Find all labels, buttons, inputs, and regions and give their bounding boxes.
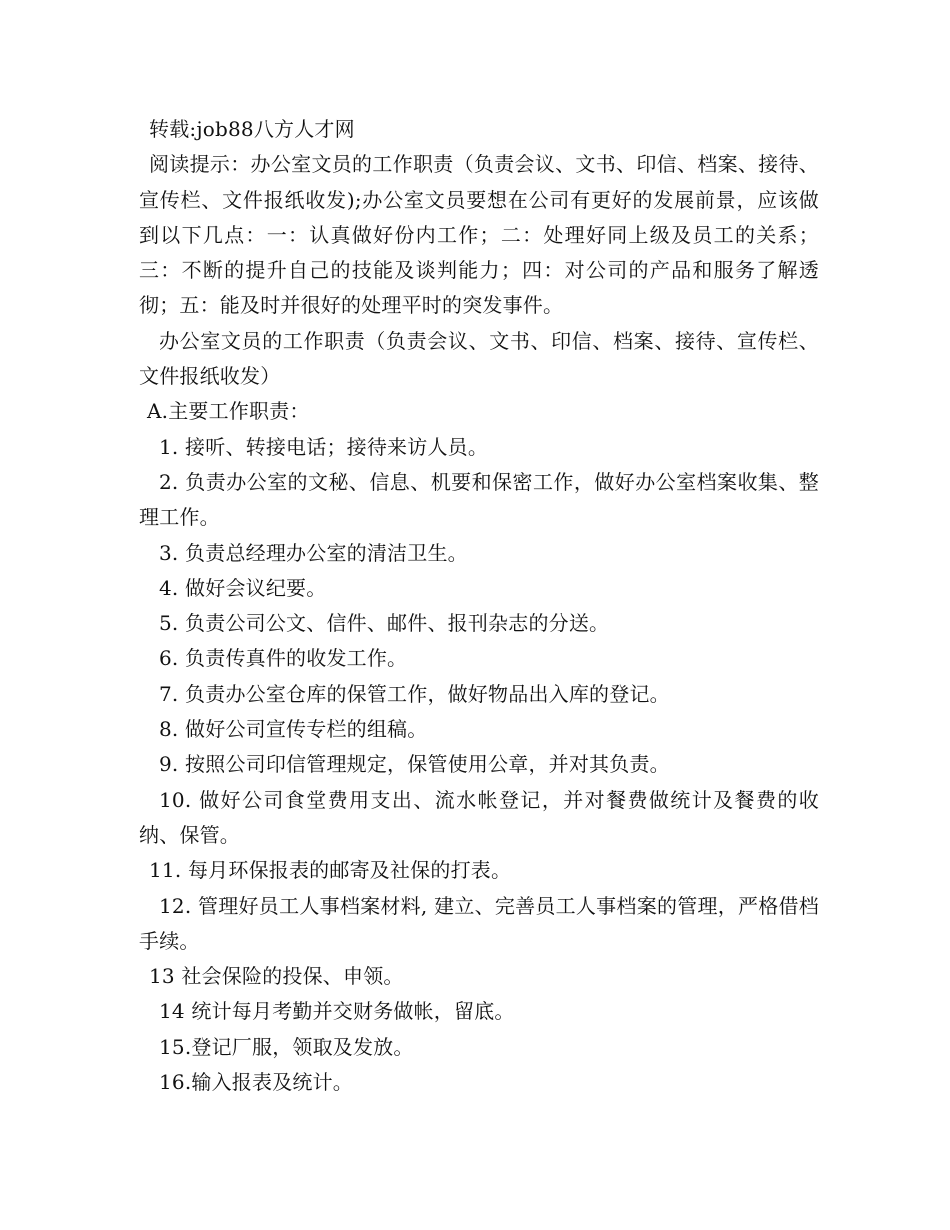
document-body	[139, 112, 819, 1100]
list-item: 14 统计每月考勤并交财务做帐，留底。	[159, 999, 515, 1024]
list-item: 1. 接听、转接电话；接待来访人员。	[159, 434, 489, 459]
list-item: 16.输入报表及统计。	[159, 1070, 354, 1095]
section-title: 办公室文员的工作职责（负责会议、文书、印信、档案、接待、宣传栏、文件报纸收发）	[139, 328, 819, 389]
reading-tip-paragraph: 阅读提示：办公室文员的工作职责（负责会议、文书、印信、档案、接待、宣传栏、文件报纸收发);办公室文员要想在公司有更好的发展前景，应该做到以下几点：一：认真做好份内工作；二：处理好同上级及员工的关系；三：不断的提升自己的技能及谈判能力；四：对公司的产品和服务了解透彻；五：能及时并很好的处理平时的突发事件。	[139, 152, 819, 318]
list-item: 4. 做好会议纪要。	[159, 575, 327, 600]
list-item: 9. 按照公司印信管理规定，保管使用公章，并对其负责。	[159, 752, 670, 777]
list-item: 7. 负责办公室仓库的保管工作，做好物品出入库的登记。	[159, 681, 670, 706]
list-item: 11. 每月环保报表的邮寄及社保的打表。	[149, 858, 512, 883]
source-line: 转载:job88八方人才网	[149, 117, 355, 141]
list-item: 5. 负责公司公文、信件、邮件、报刊杂志的分送。	[159, 611, 610, 636]
list-item: 13 社会保险的投保、申领。	[149, 964, 404, 989]
list-item: 3. 负责总经理办公室的清洁卫生。	[159, 540, 468, 565]
list-item: 12. 管理好员工人事档案材料, 建立、完善员工人事档案的管理，严格借档手续。	[139, 893, 819, 953]
list-item: 8. 做好公司宣传专栏的组稿。	[159, 717, 428, 742]
list-item: 6. 负责传真件的收发工作。	[159, 646, 408, 671]
list-item: 2. 负责办公室的文秘、信息、机要和保密工作，做好办公室档案收集、整理工作。	[139, 469, 819, 530]
list-item: 10. 做好公司食堂费用支出、流水帐登记，并对餐费做统计及餐费的收纳、保管。	[139, 787, 819, 847]
subheading: A.主要工作职责：	[147, 399, 310, 424]
list-item: 15.登记厂服，领取及发放。	[159, 1034, 414, 1059]
